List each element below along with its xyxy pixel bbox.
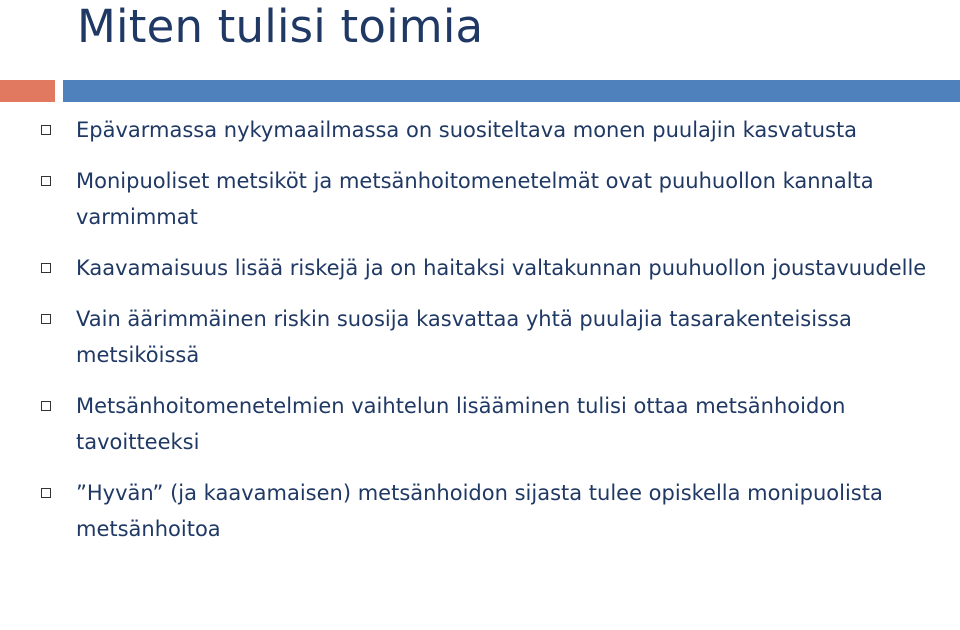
bullet-item <box>38 250 938 286</box>
bullet-text: Monipuoliset metsiköt ja metsänhoitomenetelmät ovat puuhuollon kannalta varmimmat <box>76 169 874 229</box>
square-bullet-icon <box>41 488 51 498</box>
bullet-item <box>38 301 938 373</box>
bullet-item <box>38 112 938 148</box>
bullet-text: Epävarmassa nykymaailmassa on suositeltava monen puulajin kasvatusta <box>76 118 858 142</box>
bullet-text: ”Hyvän” (ja kaavamaisen) metsänhoidon sijasta tulee opiskella monipuolista metsänhoitoa <box>76 481 883 541</box>
square-bullet-icon <box>41 314 51 324</box>
square-bullet-icon <box>41 401 51 411</box>
bullet-list <box>38 112 938 562</box>
bullet-item <box>38 475 938 547</box>
bullet-item <box>38 388 938 460</box>
title-accent-bar <box>0 80 55 102</box>
bullet-text: Metsänhoitomenetelmien vaihtelun lisääminen tulisi ottaa metsänhoidon tavoitteeksi <box>76 394 846 454</box>
square-bullet-icon <box>41 125 51 135</box>
bullet-item <box>38 163 938 235</box>
bullet-text: Kaavamaisuus lisää riskejä ja on haitaksi valtakunnan puuhuollon joustavuudelle <box>76 256 927 280</box>
bullet-text: Vain äärimmäinen riskin suosija kasvattaa yhtä puulajia tasarakenteisissa metsiköissä <box>76 307 852 367</box>
square-bullet-icon <box>41 176 51 186</box>
title-underline-bar <box>63 80 960 102</box>
square-bullet-icon <box>41 263 51 273</box>
slide-title: Miten tulisi toimia <box>77 0 484 53</box>
